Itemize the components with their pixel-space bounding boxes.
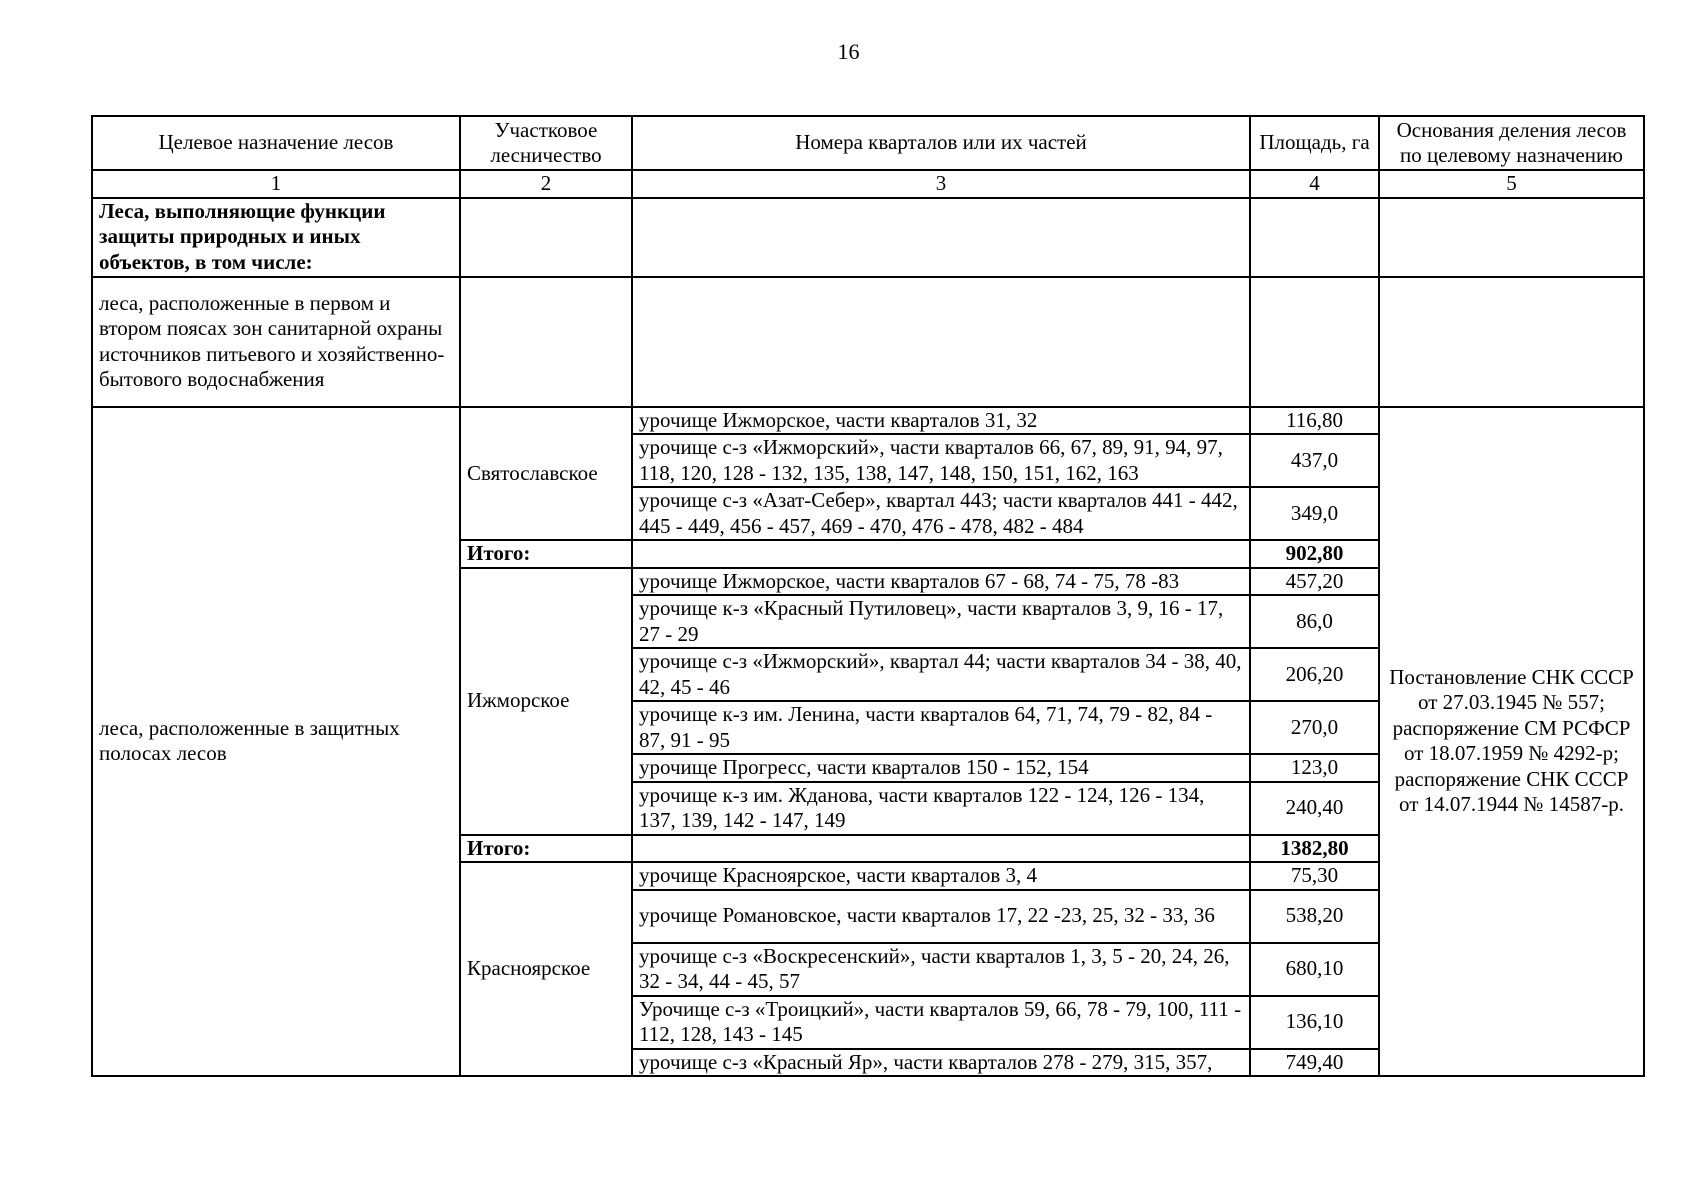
header-district: Участковое лесничество <box>460 116 632 170</box>
empty-cell <box>460 277 632 407</box>
area-cell: 437,0 <box>1250 434 1379 487</box>
quarters-cell: урочище к-з им. Ленина, части кварталов 64, 71, 74, 79 - 82, 84 - 87, 91 - 95 <box>632 701 1250 754</box>
page-number: 16 <box>837 39 860 64</box>
quarters-cell: урочище Ижморское, части кварталов 67 - 68, 74 - 75, 78 -83 <box>632 568 1250 596</box>
forest-purpose-table <box>91 115 1645 1077</box>
subcategory-water-row <box>92 277 1644 407</box>
quarters-cell: урочище с-з «Ижморский», части кварталов 66, 67, 89, 91, 94, 97, 118, 120, 128 - 132, 135, 138, 147, 148, 150, 151, 162, 163 <box>632 434 1250 487</box>
quarters-cell: урочище Романовское, части кварталов 17, 22 -23, 25, 32 - 33, 36 <box>632 890 1250 943</box>
area-cell: 136,10 <box>1250 996 1379 1049</box>
subcategory-protective: леса, расположенные в защитных полосах лесов <box>92 407 460 1077</box>
area-cell: 240,40 <box>1250 782 1379 835</box>
column-number: 1 <box>92 170 460 198</box>
district-name: Красноярское <box>460 862 632 1076</box>
quarters-cell: урочище с-з «Ижморский», квартал 44; части кварталов 34 - 38, 40, 42, 45 - 46 <box>632 648 1250 701</box>
column-number: 5 <box>1379 170 1644 198</box>
empty-cell <box>632 198 1250 277</box>
header-area: Площадь, га <box>1250 116 1379 170</box>
empty-cell <box>632 540 1250 568</box>
header-basis: Основания деления лесов по целевому назначению <box>1379 116 1644 170</box>
empty-cell <box>632 835 1250 863</box>
quarters-cell: урочище Красноярское, части кварталов 3, 4 <box>632 862 1250 890</box>
quarters-cell: урочище Прогресс, части кварталов 150 - 152, 154 <box>632 754 1250 782</box>
column-number: 2 <box>460 170 632 198</box>
quarters-cell: урочище Ижморское, части кварталов 31, 32 <box>632 407 1250 435</box>
area-cell: 270,0 <box>1250 701 1379 754</box>
category-row <box>92 198 1644 277</box>
district-name: Ижморское <box>460 568 632 835</box>
quarters-cell: Урочище с-з «Троицкий», части кварталов 59, 66, 78 - 79, 100, 111 - 112, 128, 143 - 145 <box>632 996 1250 1049</box>
total-label: Итого: <box>460 835 632 863</box>
header-purpose: Целевое назначение лесов <box>92 116 460 170</box>
area-cell: 116,80 <box>1250 407 1379 435</box>
total-area: 902,80 <box>1250 540 1379 568</box>
empty-cell <box>632 277 1250 407</box>
area-cell: 749,40 <box>1250 1049 1379 1077</box>
empty-cell <box>1379 198 1644 277</box>
quarters-cell: урочище с-з «Красный Яр», части кварталов 278 - 279, 315, 357, <box>632 1049 1250 1077</box>
empty-cell <box>1250 277 1379 407</box>
column-number: 4 <box>1250 170 1379 198</box>
empty-cell <box>460 198 632 277</box>
area-cell: 206,20 <box>1250 648 1379 701</box>
total-area: 1382,80 <box>1250 835 1379 863</box>
empty-cell <box>1250 198 1379 277</box>
district-name: Святославское <box>460 407 632 541</box>
total-label: Итого: <box>460 540 632 568</box>
table-header-row <box>92 116 1644 170</box>
empty-cell <box>1379 277 1644 407</box>
column-number: 3 <box>632 170 1250 198</box>
quarters-cell: урочище с-з «Воскресенский», части кварталов 1, 3, 5 - 20, 24, 26, 32 - 34, 44 - 45, 57 <box>632 943 1250 996</box>
area-cell: 457,20 <box>1250 568 1379 596</box>
quarters-cell: урочище к-з «Красный Путиловец», части кварталов 3, 9, 16 - 17, 27 - 29 <box>632 595 1250 648</box>
basis-cell: Постановление СНК СССР от 27.03.1945 № 557; распоряжение СМ РСФСР от 18.07.1959 № 4292-р; распоряжение СНК СССР от 14.07.1944 № 14587-р. <box>1379 407 1644 1077</box>
area-cell: 123,0 <box>1250 754 1379 782</box>
area-cell: 86,0 <box>1250 595 1379 648</box>
area-cell: 75,30 <box>1250 862 1379 890</box>
area-cell: 680,10 <box>1250 943 1379 996</box>
header-quarters: Номера кварталов или их частей <box>632 116 1250 170</box>
quarters-cell: урочище к-з им. Жданова, части кварталов 122 - 124, 126 - 134, 137, 139, 142 - 147, 149 <box>632 782 1250 835</box>
area-cell: 349,0 <box>1250 487 1379 540</box>
table-row <box>92 407 1644 435</box>
subcategory-water: леса, расположенные в первом и втором поясах зон санитарной охраны источников питьевого и хозяйственно-бытового водоснабжения <box>92 277 460 407</box>
area-cell: 538,20 <box>1250 890 1379 943</box>
category-title: Леса, выполняющие функции защиты природных и иных объектов, в том числе: <box>92 198 460 277</box>
column-numbers-row <box>92 170 1644 198</box>
quarters-cell: урочище с-з «Азат-Себер», квартал 443; части кварталов 441 - 442, 445 - 449, 456 - 457, 469 - 470, 476 - 478, 482 - 484 <box>632 487 1250 540</box>
